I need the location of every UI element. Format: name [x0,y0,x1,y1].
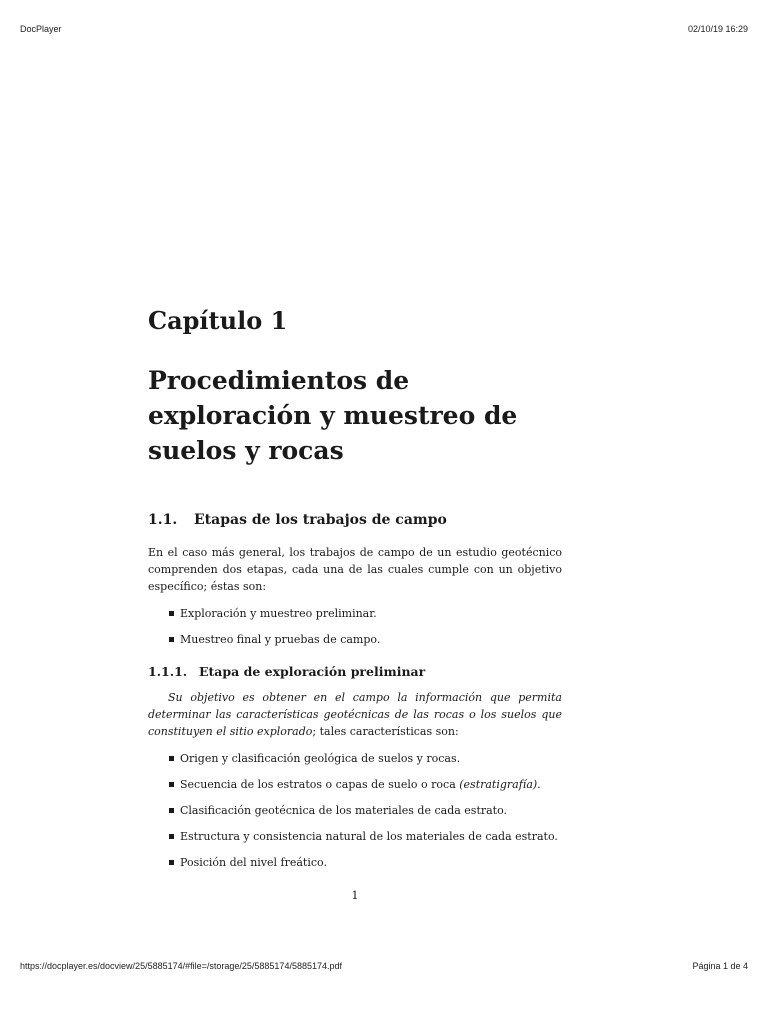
page-indicator: Página 1 de 4 [692,961,748,971]
print-footer [20,961,748,971]
list-item [148,750,562,776]
list-item [148,802,562,828]
list-item-text: Muestreo final y pruebas de campo. [180,633,381,646]
subsection-title: Etapa de exploración preliminar [199,664,426,679]
section-number: 1.1. [148,512,178,528]
bullet-square-icon [169,808,174,813]
list-item [148,854,562,880]
subsection-number: 1.1.1. [148,664,188,679]
document-url: https://docplayer.es/docview/25/5885174/#file=/storage/25/5885174/5885174.pdf [20,961,342,971]
list-item-text: Estructura y consistencia natural de los materiales de cada estrato. [180,830,558,843]
list-item-italic: (estratigrafía). [459,778,541,791]
bullet-square-icon [169,611,174,616]
list-item [148,631,562,657]
subsection-bullet-list [148,750,562,880]
list-item-text: Origen y clasificación geológica de suelos y rocas. [180,752,461,765]
site-name: DocPlayer [20,24,62,34]
bullet-square-icon [169,834,174,839]
subsection-paragraph-rest: ; tales características son: [312,725,459,738]
section-bullet-list [148,605,562,657]
print-timestamp: 02/10/19 16:29 [687,24,748,34]
section-paragraph: En el caso más general, los trabajos de campo de un estudio geotécnico comprenden dos etapas, cada una de las cuales cumple con un objetivo específico; éstas son: [148,546,562,593]
bullet-square-icon [169,637,174,642]
bullet-square-icon [169,782,174,787]
subsection-paragraph [148,689,562,740]
list-item [148,605,562,631]
list-item [148,776,562,802]
subsection-heading [148,664,425,679]
page-number: 1 [351,889,359,902]
list-item-text: Secuencia de los estratos o capas de suelo o roca [180,778,460,791]
chapter-title: Procedimientos de exploración y muestreo de suelos y rocas [148,366,518,465]
list-item-text: Clasificación geotécnica de los materiales de cada estrato. [180,804,508,817]
list-item-text: Posición del nivel freático. [180,856,327,869]
section-title: Etapas de los trabajos de campo [194,512,447,528]
list-item [148,828,562,854]
chapter-label: Capítulo 1 [148,306,288,335]
subsection-paragraph-italic: Su objetivo es obtener en el campo la información que permita determinar las características geotécnicas de las rocas o los suelos que constituyen el sitio explorado [148,691,562,738]
bullet-square-icon [169,860,174,865]
bullet-square-icon [169,756,174,761]
list-item-text: Exploración y muestreo preliminar. [180,607,377,620]
section-heading [148,512,447,528]
print-header [20,24,748,34]
